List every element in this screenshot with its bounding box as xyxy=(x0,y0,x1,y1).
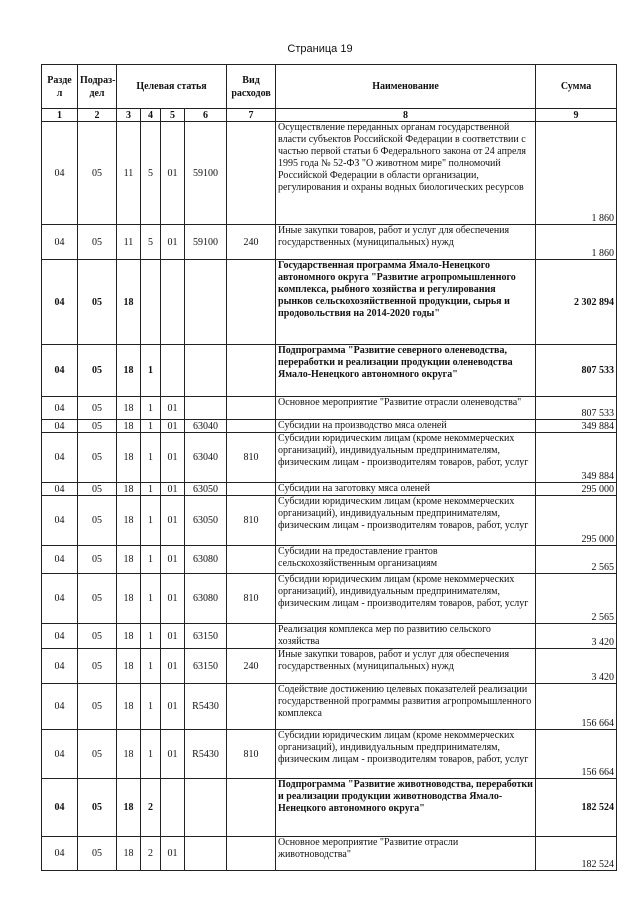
razdel-cell: 04 xyxy=(42,837,78,871)
expense-type-cell xyxy=(227,779,276,837)
sum-cell: 182 524 xyxy=(536,779,617,837)
expense-type-cell xyxy=(227,397,276,420)
table-row xyxy=(42,397,617,420)
table-row xyxy=(42,433,617,483)
name-cell: Иные закупки товаров, работ и услуг для обеспечения государственных (муниципальных) нужд xyxy=(276,225,536,260)
program-cell: 18 xyxy=(117,574,141,624)
expense-type-cell: 240 xyxy=(227,649,276,684)
event-cell: 01 xyxy=(161,420,185,433)
expense-type-cell xyxy=(227,483,276,496)
table-row xyxy=(42,483,617,496)
event-cell: 01 xyxy=(161,730,185,779)
page-label: Страница 19 xyxy=(287,43,353,55)
table-row xyxy=(42,546,617,574)
table-row xyxy=(42,624,617,649)
subprogram-cell: 1 xyxy=(141,433,161,483)
program-cell: 18 xyxy=(117,837,141,871)
direction-cell: 63080 xyxy=(185,546,227,574)
program-cell: 11 xyxy=(117,122,141,225)
sum-cell: 807 533 xyxy=(536,397,617,420)
razdel-cell: 04 xyxy=(42,496,78,546)
razdel-cell: 04 xyxy=(42,397,78,420)
col-number: 9 xyxy=(536,109,617,122)
program-cell: 18 xyxy=(117,546,141,574)
subprogram-cell: 2 xyxy=(141,837,161,871)
podrazdel-cell: 05 xyxy=(78,420,117,433)
expense-type-cell: 240 xyxy=(227,225,276,260)
event-cell: 01 xyxy=(161,433,185,483)
program-cell: 18 xyxy=(117,433,141,483)
name-cell: Иные закупки товаров, работ и услуг для обеспечения государственных (муниципальных) нужд xyxy=(276,649,536,684)
table-row xyxy=(42,779,617,837)
direction-cell xyxy=(185,260,227,345)
direction-cell: 63050 xyxy=(185,483,227,496)
sum-cell: 1 860 xyxy=(536,225,617,260)
razdel-cell: 04 xyxy=(42,574,78,624)
program-cell: 18 xyxy=(117,684,141,730)
expense-type-cell xyxy=(227,837,276,871)
podrazdel-cell: 05 xyxy=(78,122,117,225)
expense-type-cell: 810 xyxy=(227,433,276,483)
sum-cell: 2 565 xyxy=(536,574,617,624)
program-cell: 18 xyxy=(117,397,141,420)
col-number: 4 xyxy=(141,109,161,122)
table-row xyxy=(42,260,617,345)
col-number: 1 xyxy=(42,109,78,122)
col-number: 3 xyxy=(117,109,141,122)
event-cell: 01 xyxy=(161,397,185,420)
name-cell: Субсидии на заготовку мяса оленей xyxy=(276,483,536,496)
event-cell: 01 xyxy=(161,574,185,624)
direction-cell: 59100 xyxy=(185,225,227,260)
subprogram-cell: 1 xyxy=(141,730,161,779)
sum-cell: 156 664 xyxy=(536,730,617,779)
col-number: 5 xyxy=(161,109,185,122)
program-cell: 18 xyxy=(117,483,141,496)
subprogram-cell: 1 xyxy=(141,649,161,684)
col-vid: Вид расходов xyxy=(227,65,276,109)
budget-table xyxy=(41,64,617,871)
event-cell: 01 xyxy=(161,624,185,649)
sum-cell: 156 664 xyxy=(536,684,617,730)
direction-cell xyxy=(185,345,227,397)
subprogram-cell: 1 xyxy=(141,345,161,397)
expense-type-cell xyxy=(227,260,276,345)
sum-cell: 295 000 xyxy=(536,483,617,496)
col-razdel: Разде л xyxy=(42,65,78,109)
sum-cell: 1 860 xyxy=(536,122,617,225)
sum-cell: 3 420 xyxy=(536,649,617,684)
direction-cell: 63040 xyxy=(185,433,227,483)
podrazdel-cell: 05 xyxy=(78,574,117,624)
name-cell: Субсидии юридическим лицам (кроме некоммерческих организаций), индивидуальным предпринимателям, физическим лицам - производителям товаров, работ, услуг xyxy=(276,574,536,624)
subprogram-cell: 1 xyxy=(141,397,161,420)
razdel-cell: 04 xyxy=(42,684,78,730)
name-cell: Субсидии юридическим лицам (кроме некоммерческих организаций), индивидуальным предпринимателям, физическим лицам - производителям товаров, работ, услуг xyxy=(276,730,536,779)
program-cell: 18 xyxy=(117,496,141,546)
razdel-cell: 04 xyxy=(42,483,78,496)
subprogram-cell: 1 xyxy=(141,546,161,574)
name-cell: Реализация комплекса мер по развитию сельского хозяйства xyxy=(276,624,536,649)
col-target: Целевая статья xyxy=(117,65,227,109)
program-cell: 11 xyxy=(117,225,141,260)
podrazdel-cell: 05 xyxy=(78,260,117,345)
name-cell: Субсидии юридическим лицам (кроме некоммерческих организаций), индивидуальным предпринимателям, физическим лицам - производителям товаров, работ, услуг xyxy=(276,433,536,483)
sum-cell: 3 420 xyxy=(536,624,617,649)
sum-cell: 807 533 xyxy=(536,345,617,397)
name-cell: Основное мероприятие "Развитие отрасли оленеводства" xyxy=(276,397,536,420)
sum-cell: 349 884 xyxy=(536,433,617,483)
sum-cell: 2 302 894 xyxy=(536,260,617,345)
razdel-cell: 04 xyxy=(42,225,78,260)
program-cell: 18 xyxy=(117,649,141,684)
expense-type-cell xyxy=(227,122,276,225)
sum-cell: 349 884 xyxy=(536,420,617,433)
table-row xyxy=(42,684,617,730)
table-row xyxy=(42,496,617,546)
podrazdel-cell: 05 xyxy=(78,496,117,546)
podrazdel-cell: 05 xyxy=(78,730,117,779)
table-row xyxy=(42,345,617,397)
event-cell xyxy=(161,345,185,397)
razdel-cell: 04 xyxy=(42,420,78,433)
event-cell: 01 xyxy=(161,496,185,546)
sum-cell: 2 565 xyxy=(536,546,617,574)
event-cell: 01 xyxy=(161,225,185,260)
podrazdel-cell: 05 xyxy=(78,649,117,684)
name-cell: Подпрограмма "Развитие животноводства, переработки и реализации продукции животноводства Ямало-Ненецкого автономного округа" xyxy=(276,779,536,837)
podrazdel-cell: 05 xyxy=(78,483,117,496)
podrazdel-cell: 05 xyxy=(78,624,117,649)
razdel-cell: 04 xyxy=(42,260,78,345)
direction-cell: 59100 xyxy=(185,122,227,225)
name-cell: Субсидии на предоставление грантов сельскохозяйственным организациям xyxy=(276,546,536,574)
expense-type-cell: 810 xyxy=(227,730,276,779)
expense-type-cell xyxy=(227,345,276,397)
name-cell: Осуществление переданных органам государственной власти субъектов Российской Федерации в соответствии с частью первой статьи 6 Федерального закона от 24 апреля 1995 года № 52-ФЗ "О животном мире" полномочий Российской Федерации в области организации, регулирования и охраны водных биологических ресурсов xyxy=(276,122,536,225)
col-podrazdel: Подраз- дел xyxy=(78,65,117,109)
direction-cell: 63040 xyxy=(185,420,227,433)
col-name: Наименование xyxy=(276,65,536,109)
direction-cell: 63080 xyxy=(185,574,227,624)
program-cell: 18 xyxy=(117,420,141,433)
podrazdel-cell: 05 xyxy=(78,546,117,574)
direction-cell xyxy=(185,397,227,420)
subprogram-cell: 5 xyxy=(141,225,161,260)
program-cell: 18 xyxy=(117,730,141,779)
subprogram-cell: 1 xyxy=(141,420,161,433)
program-cell: 18 xyxy=(117,260,141,345)
subprogram-cell xyxy=(141,260,161,345)
expense-type-cell xyxy=(227,420,276,433)
name-cell: Содействие достижению целевых показателей реализации государственной программы развития агропромышленного комплекса xyxy=(276,684,536,730)
event-cell: 01 xyxy=(161,483,185,496)
event-cell: 01 xyxy=(161,684,185,730)
event-cell: 01 xyxy=(161,649,185,684)
col-sum: Сумма xyxy=(536,65,617,109)
subprogram-cell: 2 xyxy=(141,779,161,837)
razdel-cell: 04 xyxy=(42,546,78,574)
direction-cell: R5430 xyxy=(185,684,227,730)
sum-cell: 182 524 xyxy=(536,837,617,871)
col-number: 8 xyxy=(276,109,536,122)
program-cell: 18 xyxy=(117,779,141,837)
podrazdel-cell: 05 xyxy=(78,433,117,483)
event-cell: 01 xyxy=(161,122,185,225)
col-number: 2 xyxy=(78,109,117,122)
direction-cell: 63050 xyxy=(185,496,227,546)
podrazdel-cell: 05 xyxy=(78,397,117,420)
program-cell: 18 xyxy=(117,345,141,397)
header-row xyxy=(42,65,617,109)
podrazdel-cell: 05 xyxy=(78,684,117,730)
direction-cell: 63150 xyxy=(185,624,227,649)
subprogram-cell: 5 xyxy=(141,122,161,225)
podrazdel-cell: 05 xyxy=(78,837,117,871)
direction-cell: 63150 xyxy=(185,649,227,684)
name-cell: Субсидии юридическим лицам (кроме некоммерческих организаций), индивидуальным предпринимателям, физическим лицам - производителям товаров, работ, услуг xyxy=(276,496,536,546)
table-row xyxy=(42,574,617,624)
direction-cell xyxy=(185,837,227,871)
expense-type-cell xyxy=(227,546,276,574)
table-row xyxy=(42,420,617,433)
program-cell: 18 xyxy=(117,624,141,649)
event-cell: 01 xyxy=(161,837,185,871)
name-cell: Основное мероприятие "Развитие отрасли животноводства" xyxy=(276,837,536,871)
razdel-cell: 04 xyxy=(42,730,78,779)
col-number: 6 xyxy=(185,109,227,122)
podrazdel-cell: 05 xyxy=(78,225,117,260)
direction-cell: R5430 xyxy=(185,730,227,779)
razdel-cell: 04 xyxy=(42,433,78,483)
razdel-cell: 04 xyxy=(42,345,78,397)
name-cell: Подпрограмма "Развитие северного оленеводства, переработки и реализации продукции оленеводства Ямало-Ненецкого автономного округа" xyxy=(276,345,536,397)
table-row xyxy=(42,122,617,225)
podrazdel-cell: 05 xyxy=(78,345,117,397)
razdel-cell: 04 xyxy=(42,122,78,225)
subprogram-cell: 1 xyxy=(141,483,161,496)
name-cell: Государственная программа Ямало-Ненецкого автономного округа "Развитие агропромышленного комплекса, рыбного хозяйства и регулирования рынков сельскохозяйственной продукции, сырья и продовольствия на 2014-2020 годы" xyxy=(276,260,536,345)
table-row xyxy=(42,649,617,684)
razdel-cell: 04 xyxy=(42,649,78,684)
sum-cell: 295 000 xyxy=(536,496,617,546)
col-number: 7 xyxy=(227,109,276,122)
expense-type-cell: 810 xyxy=(227,574,276,624)
table-row xyxy=(42,225,617,260)
event-cell xyxy=(161,260,185,345)
expense-type-cell xyxy=(227,624,276,649)
table-row xyxy=(42,730,617,779)
column-number-row xyxy=(42,109,617,122)
event-cell: 01 xyxy=(161,546,185,574)
subprogram-cell: 1 xyxy=(141,496,161,546)
expense-type-cell: 810 xyxy=(227,496,276,546)
subprogram-cell: 1 xyxy=(141,684,161,730)
razdel-cell: 04 xyxy=(42,779,78,837)
table-row xyxy=(42,837,617,871)
name-cell: Субсидии на производство мяса оленей xyxy=(276,420,536,433)
event-cell xyxy=(161,779,185,837)
direction-cell xyxy=(185,779,227,837)
razdel-cell: 04 xyxy=(42,624,78,649)
subprogram-cell: 1 xyxy=(141,574,161,624)
expense-type-cell xyxy=(227,684,276,730)
podrazdel-cell: 05 xyxy=(78,779,117,837)
subprogram-cell: 1 xyxy=(141,624,161,649)
